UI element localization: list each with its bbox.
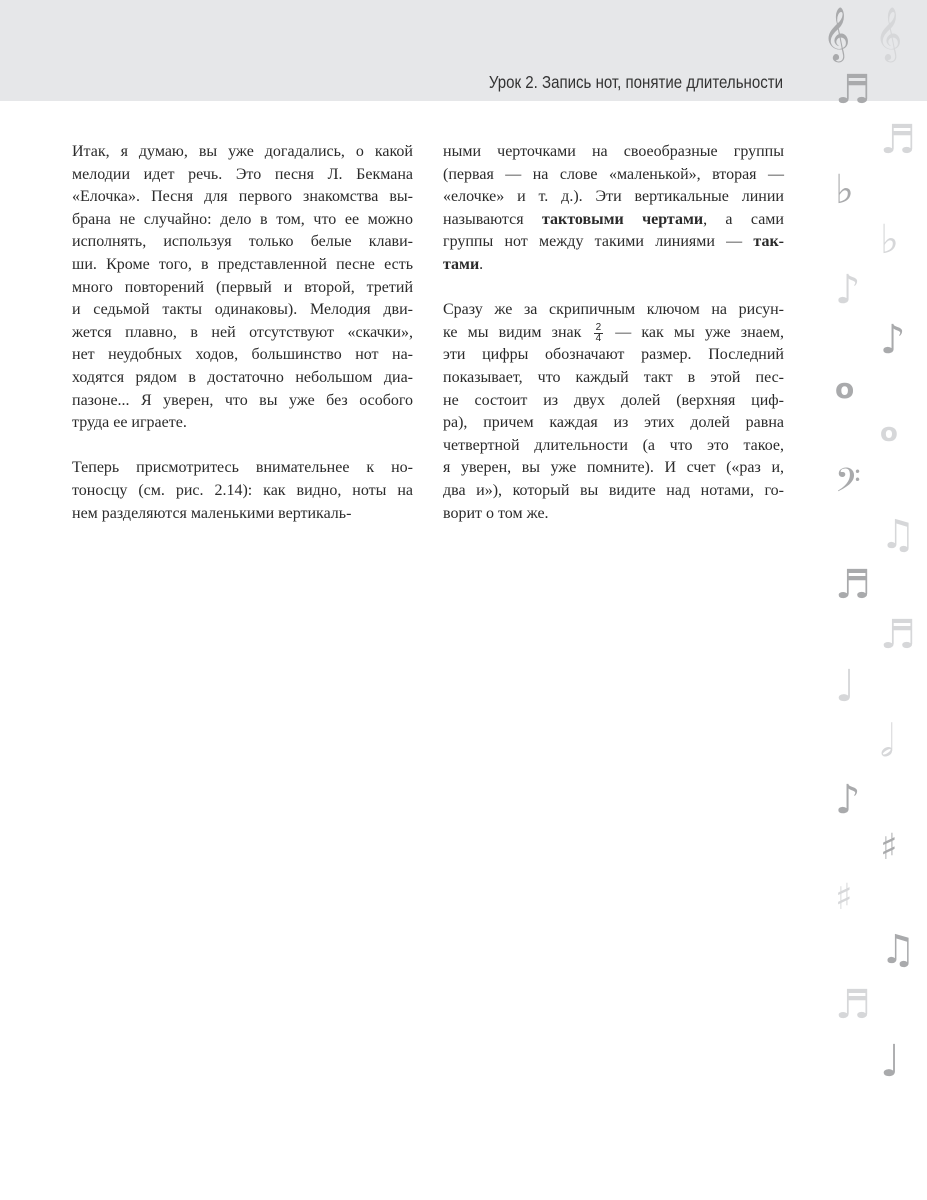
bold-term: тами — [443, 255, 480, 273]
paragraph — [72, 457, 413, 525]
quarter-note-icon: ♩ — [835, 661, 856, 712]
text-segment: труда ее играете. — [72, 414, 187, 432]
text-segment: ными черточками на своеобразные группы — [443, 143, 784, 160]
text-line — [443, 254, 784, 277]
sixteenth-note-icon: ♬ — [880, 117, 916, 163]
page-header — [0, 0, 927, 101]
text-segment: четвертной длительности (а что это такое, — [443, 436, 784, 454]
text-segment: жется плавно, в ней отсутствуют «скачки», — [72, 323, 413, 341]
text-line — [72, 322, 413, 345]
sixteenth-note-icon: ♬ — [835, 562, 871, 608]
text-segment: . — [479, 255, 484, 273]
text-line — [72, 390, 413, 413]
text-segment: не состоит из двух долей (верхняя циф- — [443, 391, 784, 409]
text-line — [72, 412, 413, 435]
text-segment: ходятся рядом в достаточно небольшом диа- — [72, 368, 413, 386]
whole-note-icon: o — [835, 372, 855, 405]
text-segment: — как мы уже знаем, — [605, 323, 784, 341]
text-segment: я уверен, вы уже помните). И счет («раз и, — [443, 459, 784, 477]
fraction-denominator: 4 — [595, 332, 602, 344]
text-segment: (первая — на слове «маленькой», вторая — — [443, 165, 784, 183]
text-line — [443, 231, 784, 254]
text-segment: «елочке» и т. д.). Эти вертикальные линии — [443, 188, 784, 206]
paragraph — [72, 141, 413, 435]
text-line — [72, 141, 413, 164]
text-line — [443, 299, 784, 322]
beamed-notes-icon: ♫ — [880, 512, 916, 558]
text-segment: много повторений (первый и второй, третий — [72, 278, 413, 296]
chapter-title: Урок 2. Запись нот, понятие длительности — [488, 72, 783, 92]
text-line — [72, 164, 413, 187]
eighth-note-icon: ♪ — [880, 317, 906, 363]
text-line — [72, 457, 413, 480]
text-segment: два и»), который вы видите над нотами, го- — [443, 481, 784, 499]
text-line — [443, 344, 784, 367]
text-segment: ра), причем каждая из этих долей равна — [443, 414, 784, 432]
text-segment: группы нот между такими линиями — — [443, 233, 754, 251]
text-segment: тоносцу (см. рис. 2.14): как видно, ноты на — [72, 481, 413, 499]
text-line — [443, 322, 784, 345]
text-line — [72, 367, 413, 390]
flat-icon: ♭ — [835, 167, 854, 213]
text-segment: называются — [443, 210, 542, 228]
quarter-note-icon: ♩ — [880, 1036, 901, 1087]
text-segment: Итак, я думаю, вы уже догадались, о какой — [72, 143, 413, 160]
text-segment: брана не случайно: дело в том, что ее можно — [72, 210, 413, 228]
text-line — [72, 277, 413, 300]
text-line — [443, 503, 784, 526]
text-line — [72, 254, 413, 277]
text-line — [443, 412, 784, 435]
text-line — [443, 480, 784, 503]
paragraph — [443, 299, 784, 525]
text-segment: ворит о том же. — [443, 504, 549, 522]
half-note-icon: 𝅗𝅥 — [880, 716, 894, 767]
text-line — [72, 209, 413, 232]
text-segment: исполнять, используя только белые клави- — [72, 233, 413, 251]
text-line — [443, 209, 784, 232]
bass-clef-icon: 𝄢 — [835, 462, 861, 508]
text-line — [443, 390, 784, 413]
text-segment: показывает, что каждый такт в этой пес- — [443, 368, 784, 386]
text-line — [443, 164, 784, 187]
text-line — [72, 480, 413, 503]
text-segment: нем разделяются маленькими вертикаль- — [72, 504, 352, 522]
flat-icon: ♭ — [880, 217, 899, 263]
text-segment: эти цифры обозначают размер. Последний — [443, 346, 784, 364]
time-signature-fraction — [594, 323, 604, 344]
text-segment: ши. Кроме того, в представленной песне есть — [72, 255, 413, 273]
music-decoration-strip — [815, 6, 927, 1190]
fraction-numerator: 2 — [595, 321, 602, 333]
bold-term: тактовыми чертами — [541, 210, 704, 228]
text-line — [72, 503, 413, 526]
text-segment: Сразу же за скрипичным ключом на рисун- — [443, 301, 784, 319]
text-segment: нет неудобных ходов, большинство нот на- — [72, 346, 413, 364]
sharp-icon: ♯ — [835, 877, 853, 918]
text-segment: ке мы видим знак — [443, 323, 592, 341]
text-segment: Теперь присмотритесь внимательнее к но- — [72, 459, 413, 477]
eighth-note-icon: ♪ — [835, 777, 861, 823]
text-segment: и седьмой такты одинаковы). Мелодия дви- — [72, 301, 413, 319]
sixteenth-note-icon: ♬ — [880, 612, 916, 658]
text-segment: «Елочка». Песня для первого знакомства вы- — [72, 188, 413, 206]
sixteenth-note-icon: ♬ — [835, 982, 871, 1028]
text-line — [443, 186, 784, 209]
text-column-right — [443, 141, 784, 548]
sharp-icon: ♯ — [880, 827, 898, 868]
treble-clef-icon: 𝄞 — [823, 6, 851, 60]
beamed-notes-icon: ♫ — [880, 927, 916, 973]
text-segment: мелодии идет речь. Это песня Л. Бекмана — [72, 165, 413, 183]
treble-clef-icon: 𝄞 — [875, 6, 903, 60]
text-line — [443, 457, 784, 480]
text-line — [72, 299, 413, 322]
text-segment: , а сами — [703, 210, 784, 228]
text-line — [72, 344, 413, 367]
text-line — [72, 231, 413, 254]
bold-term: так- — [753, 233, 784, 251]
sixteenth-note-icon: ♬ — [835, 67, 871, 113]
text-line — [443, 435, 784, 458]
text-line — [72, 186, 413, 209]
text-column-left — [72, 141, 413, 548]
text-segment: пазоне... Я уверен, что вы уже без особого — [72, 391, 413, 409]
text-line — [443, 141, 784, 164]
eighth-note-icon: ♪ — [835, 267, 861, 313]
paragraph — [443, 141, 784, 277]
text-line — [443, 367, 784, 390]
whole-note-icon: o — [880, 418, 898, 448]
